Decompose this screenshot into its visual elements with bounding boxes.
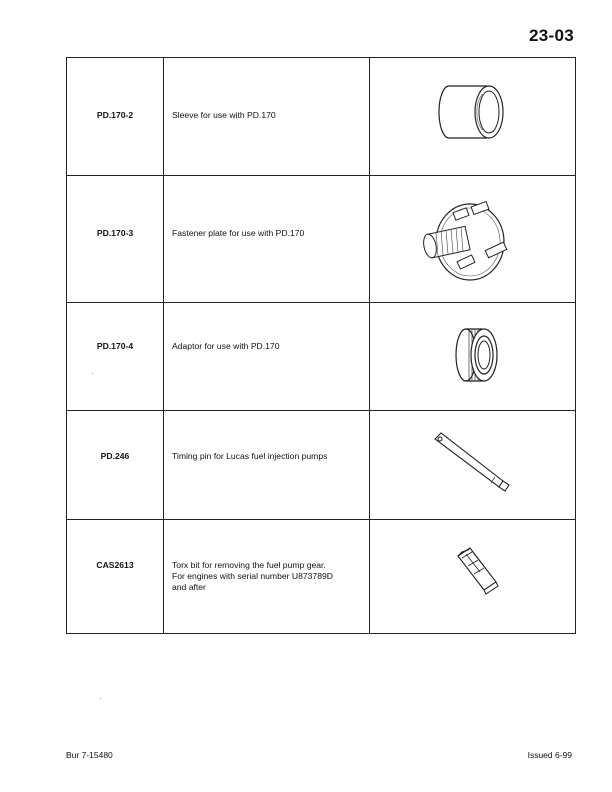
tool-description: Adaptor for use with PD.170 — [172, 341, 280, 351]
tool-description-cell — [164, 411, 370, 520]
table-row — [67, 176, 576, 303]
tool-description: Timing pin for Lucas fuel injection pumps — [172, 451, 328, 461]
tool-illustration-cell — [370, 520, 576, 634]
tool-code-cell — [67, 411, 164, 520]
tool-description: Sleeve for use with PD.170 — [172, 110, 276, 120]
tool-description-line: and after — [172, 582, 206, 592]
tool-code-cell — [67, 303, 164, 411]
tool-code: PD.246 — [100, 451, 130, 461]
page-number: 23-03 — [529, 26, 574, 45]
tool-description-cell — [164, 520, 370, 634]
issue-date: Issued 6-99 — [527, 750, 572, 760]
table-row — [67, 303, 576, 411]
tool-description-cell — [164, 176, 370, 303]
tool-code: PD.170-2 — [96, 110, 134, 120]
timing-pin-icon — [413, 411, 533, 511]
fastener-plate-icon — [408, 176, 538, 296]
tool-illustration-cell — [370, 303, 576, 411]
table-row — [67, 58, 576, 176]
table-row — [67, 520, 576, 634]
tool-code-cell — [67, 176, 164, 303]
tool-code: PD.170-3 — [96, 228, 134, 238]
tool-code-cell — [67, 58, 164, 176]
sleeve-icon — [413, 58, 533, 168]
tool-code-cell — [67, 520, 164, 634]
tool-description — [164, 520, 369, 593]
scan-speck — [100, 698, 101, 699]
tool-code: CAS2613 — [96, 560, 134, 570]
adaptor-icon — [418, 303, 528, 403]
document-reference: Bur 7-15480 — [66, 750, 113, 760]
tool-description-cell — [164, 303, 370, 411]
tool-illustration-cell — [370, 176, 576, 303]
table-row — [67, 411, 576, 520]
scan-speck — [92, 373, 93, 374]
tools-table — [66, 57, 576, 634]
tool-code: PD.170-4 — [96, 341, 134, 351]
tool-description-cell — [164, 58, 370, 176]
tool-illustration-cell — [370, 411, 576, 520]
tool-description: Fastener plate for use with PD.170 — [172, 228, 305, 238]
tool-illustration-cell — [370, 58, 576, 176]
tool-description-line: For engines with serial number U873789D — [172, 571, 333, 581]
tool-description-line: Torx bit for removing the fuel pump gear. — [172, 560, 326, 570]
torx-bit-icon — [418, 520, 528, 620]
